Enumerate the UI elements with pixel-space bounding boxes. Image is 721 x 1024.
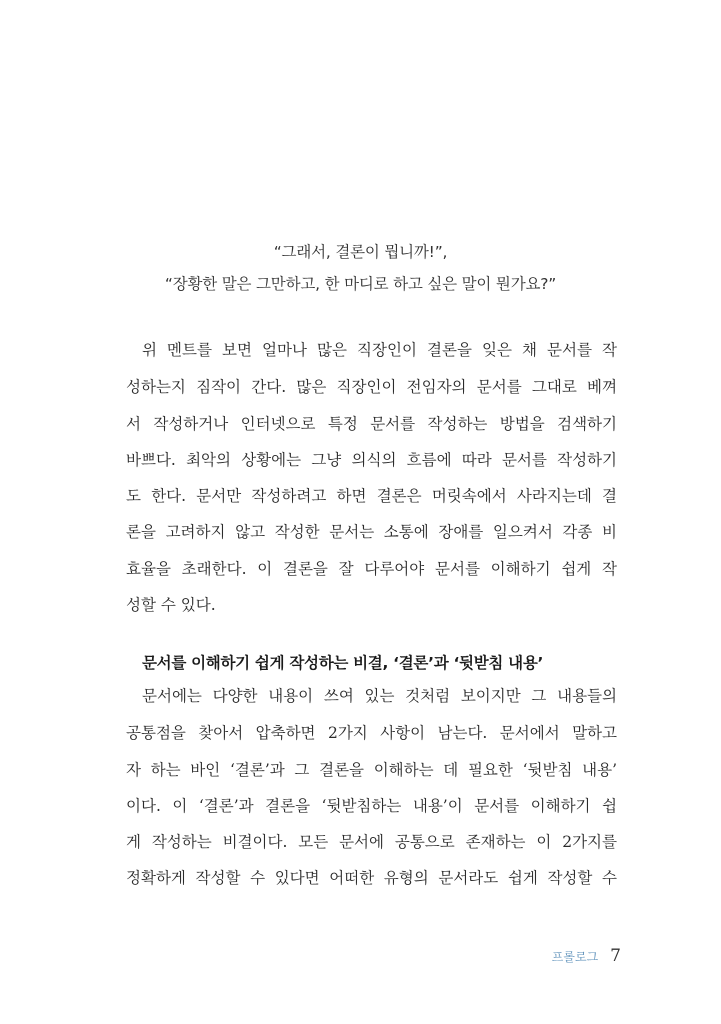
paragraph-2-line: 게 작성하는 비결이다. 모든 문서에 공통으로 존재하는 이 2가지를 (126, 833, 617, 851)
page-number: 7 (610, 946, 621, 966)
paragraph-1-line: 도 한다. 문서만 작성하려고 하면 결론은 머릿속에서 사라지는데 결 (126, 487, 617, 505)
paragraph-1-line: 서 작성하거나 인터넷으로 특정 문서를 작성하는 방법을 검색하기 (126, 415, 617, 433)
paragraph-1-line: 성할 수 있다. (126, 596, 216, 614)
paragraph-2-line: 공통점을 찾아서 압축하면 2가지 사항이 남는다. 문서에서 말하고 (126, 724, 617, 742)
paragraph-1-line: 효율을 초래한다. 이 결론을 잘 다루어야 문서를 이해하기 쉽게 작 (126, 560, 617, 578)
paragraph-2-line: 이다. 이 ‘결론’과 결론을 ‘뒷받침하는 내용’이 문서를 이해하기 쉽 (126, 797, 617, 815)
quote-line-2: “장황한 말은 그만하고, 한 마디로 하고 싶은 말이 뭔가요?” (164, 275, 557, 293)
paragraph-2-line: 자 하는 바인 ‘결론’과 그 결론을 이해하는 데 필요한 ‘뒷받침 내용’ (126, 761, 617, 779)
paragraph-1-line: 성하는지 짐작이 간다. 많은 직장인이 전임자의 문서를 그대로 베껴 (126, 378, 617, 396)
quote-line-1: “그래서, 결론이 뭡니까!”, (273, 243, 448, 261)
section-heading: 문서를 이해하기 쉽게 작성하는 비결, ‘결론’과 ‘뒷받침 내용’ (142, 654, 544, 672)
paragraph-1-line: 바쁘다. 최악의 상황에는 그냥 의식의 흐름에 따라 문서를 작성하기 (126, 451, 617, 469)
paragraph-1-line: 론을 고려하지 않고 작성한 문서는 소통에 장애를 일으켜서 각종 비 (126, 523, 617, 541)
page-footer (552, 946, 621, 966)
section-label: 프롤로그 (551, 949, 599, 964)
paragraph-2-line: 정확하게 작성할 수 있다면 어떠한 유형의 문서라도 쉽게 작성할 수 (126, 869, 617, 887)
paragraph-2-line: 문서에는 다양한 내용이 쓰여 있는 것처럼 보이지만 그 내용들의 (142, 687, 617, 705)
paragraph-1-line: 위 멘트를 보면 얼마나 많은 직장인이 결론을 잊은 채 문서를 작 (142, 341, 617, 359)
